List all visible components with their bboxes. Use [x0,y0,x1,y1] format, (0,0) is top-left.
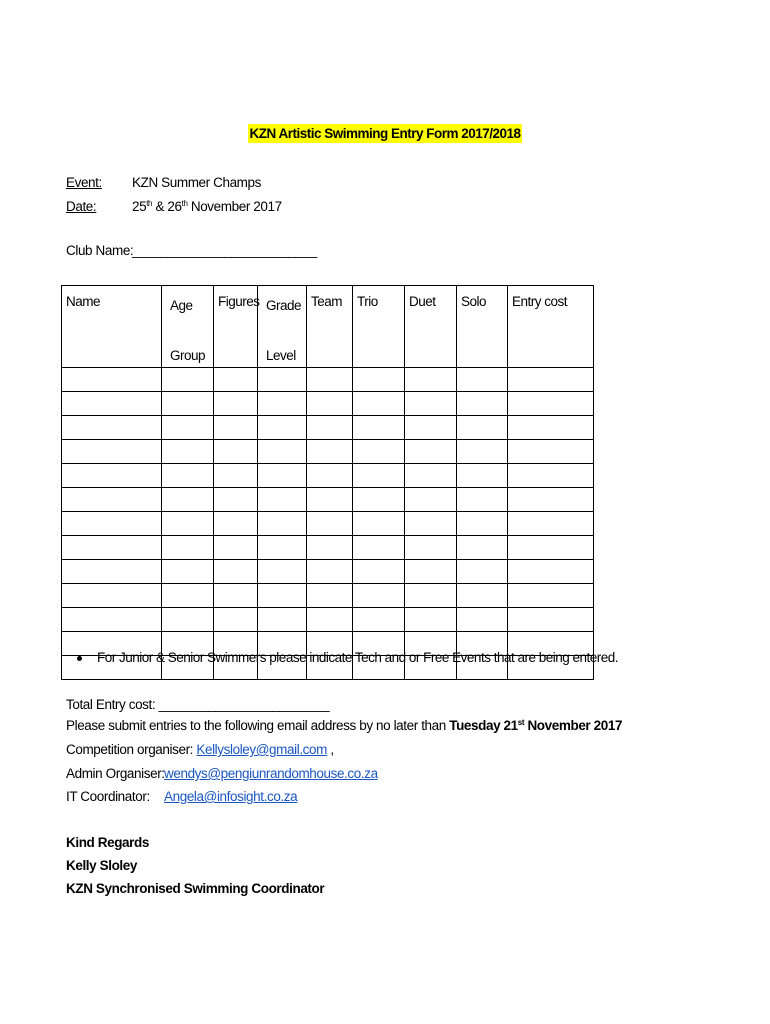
it-coordinator-row [66,789,298,804]
entry-cell[interactable] [162,488,214,512]
entry-cell[interactable] [307,464,353,488]
competition-organiser-label: Competition organiser: [66,742,197,757]
total-entry-label: Total Entry cost: [66,697,159,712]
table-header-row [62,286,594,368]
entry-cell[interactable] [508,584,594,608]
entry-cell[interactable] [353,512,405,536]
entry-cell[interactable] [508,368,594,392]
entry-cell[interactable] [62,560,162,584]
table-row [62,584,594,608]
submit-text: Please submit entries to the following email address by no later than [66,718,450,733]
entry-cell[interactable] [457,440,508,464]
entry-cell[interactable] [405,488,457,512]
note-bullet [81,650,618,665]
admin-organiser-email-link[interactable]: wendys@pengiunrandomhouse.co.za [164,766,378,781]
event-row [66,175,261,190]
signoff-title: KZN Synchronised Swimming Coordinator [66,881,325,896]
it-coordinator-email-link[interactable]: Angela@infosight.co.za [164,789,298,804]
entry-cell[interactable] [62,584,162,608]
entry-cell[interactable] [62,392,162,416]
col-header-team: Team [307,286,353,368]
admin-organiser-label: Admin Organiser: [66,766,165,781]
entry-cell[interactable] [405,512,457,536]
entry-cell[interactable] [307,368,353,392]
total-entry-field[interactable]: ________________________ [158,697,330,712]
club-name-field[interactable]: __________________________ [132,243,317,258]
date-row [66,199,282,214]
entry-cell[interactable] [508,512,594,536]
entry-cell[interactable] [214,416,258,440]
entry-cell[interactable] [508,440,594,464]
col-header-solo: Solo [457,286,508,368]
entry-cell[interactable] [405,464,457,488]
entry-cell[interactable] [214,392,258,416]
entry-cell[interactable] [508,416,594,440]
entry-cell[interactable] [62,512,162,536]
entry-cell[interactable] [307,440,353,464]
table-row [62,368,594,392]
entry-cell[interactable] [353,584,405,608]
entry-cell[interactable] [307,536,353,560]
competition-organiser-row: Competition organiser: Kellysloley@gmail.com , [66,742,334,757]
entry-cell[interactable] [258,368,307,392]
competition-organiser-email-link[interactable]: Kellysloley@gmail.com [196,742,327,757]
entry-cell[interactable] [405,560,457,584]
total-entry-row [66,697,329,712]
entry-cell[interactable] [214,488,258,512]
entry-cell[interactable] [258,536,307,560]
entry-cell[interactable] [405,536,457,560]
entry-cell[interactable] [162,560,214,584]
entry-cell[interactable] [162,536,214,560]
table-row [62,440,594,464]
entry-cell[interactable] [457,488,508,512]
entry-cell[interactable] [258,512,307,536]
entry-table-body [62,368,594,680]
entry-cell[interactable] [457,512,508,536]
entry-cell[interactable] [258,584,307,608]
entry-cell[interactable] [405,584,457,608]
entry-cell[interactable] [307,608,353,632]
signoff-name: Kelly Sloley [66,858,137,873]
entry-cell[interactable] [258,488,307,512]
entry-cell[interactable] [162,416,214,440]
entry-cell[interactable] [307,416,353,440]
entry-cell[interactable] [508,560,594,584]
entry-cell[interactable] [457,584,508,608]
entry-cell[interactable] [62,464,162,488]
event-label: Event: [66,175,102,190]
entry-cell[interactable] [353,416,405,440]
entry-cell[interactable] [508,464,594,488]
entry-cell[interactable] [214,560,258,584]
entry-cell[interactable] [162,464,214,488]
entry-cell[interactable] [353,392,405,416]
entry-cell[interactable] [457,368,508,392]
col-header-duet: Duet [405,286,457,368]
entry-cell[interactable] [353,560,405,584]
entry-cell[interactable] [508,536,594,560]
entry-cell[interactable] [214,536,258,560]
entry-cell[interactable] [307,512,353,536]
entry-cell[interactable] [214,440,258,464]
it-coordinator-label: IT Coordinator: [66,789,150,804]
entry-cell[interactable] [457,536,508,560]
table-row [62,416,594,440]
entry-cell[interactable] [457,416,508,440]
entry-cell[interactable] [214,464,258,488]
entry-cell[interactable] [307,488,353,512]
col-header-name: Name [62,286,162,368]
club-name-row [66,243,317,258]
submit-row [66,718,622,733]
entry-cell[interactable] [405,392,457,416]
date-value: 25th & 26th November 2017 [132,199,282,214]
table-row [62,536,594,560]
entry-cell[interactable] [457,392,508,416]
entry-cell[interactable] [162,440,214,464]
entry-cell[interactable] [258,608,307,632]
table-row [62,560,594,584]
entry-cell[interactable] [258,560,307,584]
entry-cell[interactable] [162,608,214,632]
col-header-age-group: Age Group [162,286,214,368]
table-row [62,392,594,416]
entry-cell[interactable] [62,608,162,632]
col-header-figures: Figures [214,286,258,368]
signoff-regards: Kind Regards [66,835,149,850]
entry-cell[interactable] [353,368,405,392]
entry-cell[interactable] [214,584,258,608]
entry-cell[interactable] [405,368,457,392]
table-row [62,488,594,512]
note-text: For Junior & Senior Swimmers please indicate Tech and or Free Events that are being entered. [97,650,619,665]
table-row [62,608,594,632]
entry-cell[interactable] [162,584,214,608]
date-label: Date: [66,199,97,214]
entry-cell[interactable] [405,440,457,464]
entry-cell[interactable] [214,512,258,536]
entry-cell[interactable] [258,440,307,464]
entry-cell[interactable] [162,512,214,536]
col-header-trio: Trio [353,286,405,368]
entry-cell[interactable] [62,440,162,464]
entry-table [61,285,594,680]
entry-cell[interactable] [162,392,214,416]
deadline: Tuesday 21st November 2017 [449,718,623,733]
event-value: KZN Summer Champs [132,175,261,190]
entry-cell[interactable] [258,392,307,416]
entry-cell[interactable] [307,392,353,416]
entry-cell[interactable] [258,464,307,488]
entry-cell[interactable] [508,392,594,416]
entry-cell[interactable] [353,488,405,512]
entry-cell[interactable] [405,608,457,632]
club-name-label: Club Name: [66,243,134,258]
entry-cell[interactable] [353,608,405,632]
entry-cell[interactable] [353,440,405,464]
admin-organiser-row [66,766,378,781]
table-row [62,464,594,488]
table-row [62,512,594,536]
entry-cell[interactable] [457,560,508,584]
entry-cell[interactable] [307,560,353,584]
form-title: KZN Artistic Swimming Entry Form 2017/2018 [249,126,521,141]
bullet-icon [77,656,82,661]
entry-cell[interactable] [62,536,162,560]
entry-cell[interactable] [508,488,594,512]
entry-cell[interactable] [62,368,162,392]
col-header-grade-level: Grade Level [258,286,307,368]
entry-cell[interactable] [214,608,258,632]
entry-cell[interactable] [353,536,405,560]
col-header-entry-cost: Entry cost [508,286,594,368]
entry-cell[interactable] [62,488,162,512]
entry-cell[interactable] [457,608,508,632]
entry-cell[interactable] [353,464,405,488]
entry-cell[interactable] [258,416,307,440]
entry-cell[interactable] [405,416,457,440]
entry-cell[interactable] [62,416,162,440]
entry-cell[interactable] [214,368,258,392]
entry-cell[interactable] [457,464,508,488]
entry-cell[interactable] [162,368,214,392]
entry-cell[interactable] [508,608,594,632]
entry-cell[interactable] [307,584,353,608]
